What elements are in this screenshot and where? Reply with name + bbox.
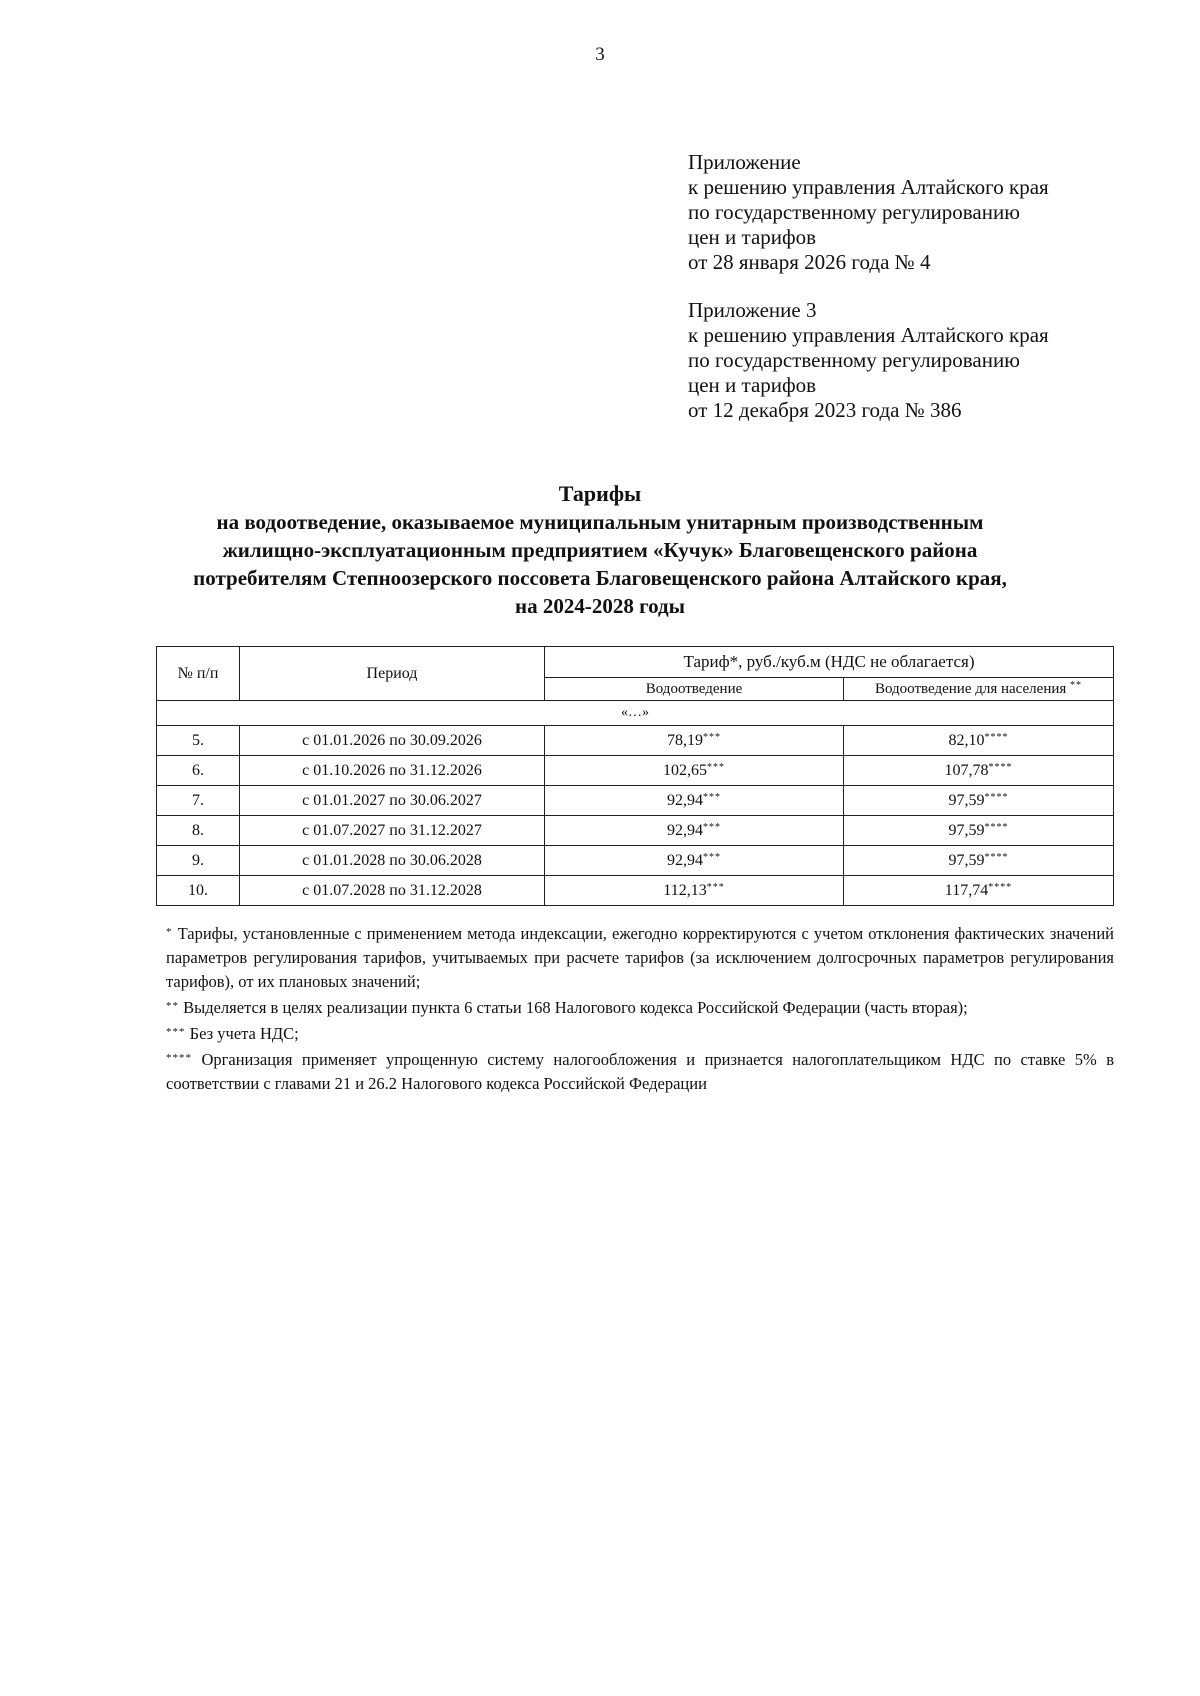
table-row — [157, 726, 1114, 756]
appendix-current — [688, 150, 1049, 275]
footnote-text: Выделяется в целях реализации пункта 6 статьи 168 Налогового кодекса Российской Федерации (часть вторая); — [183, 998, 968, 1017]
appendix-line: по государственному регулированию — [688, 348, 1020, 372]
ellipsis-row: «…» — [157, 701, 1114, 726]
row-period: с 01.07.2027 по 31.12.2027 — [240, 816, 545, 846]
row-drainage-tariff — [545, 846, 844, 876]
row-drainage-tariff — [545, 816, 844, 846]
title-line: на 2024-2028 годы — [514, 594, 686, 618]
tariff-value: 82,10 — [948, 731, 985, 749]
document-title — [100, 480, 1100, 620]
row-population-tariff — [844, 816, 1114, 846]
footnotes — [166, 920, 1114, 1096]
footnote-mark: **** — [166, 1052, 192, 1064]
appendix-line: к решению управления Алтайского края — [688, 323, 1049, 347]
tariff-table — [156, 646, 1114, 906]
footnote-mark: ** — [1070, 680, 1083, 691]
footnote-mark: *** — [706, 881, 725, 893]
row-drainage-tariff — [545, 756, 844, 786]
footnote-text: Организация применяет упрощенную систему налогообложения и признается налогоплательщиком НДС по ставке 5% в соответствии с главами 21 и 26.2 Налогового кодекса Российской Федерации — [166, 1050, 1114, 1093]
tariff-value: 92,94 — [667, 791, 703, 809]
tariff-value: 97,59 — [948, 791, 985, 809]
row-population-tariff — [844, 786, 1114, 816]
footnote-text: Без учета НДС; — [189, 1024, 299, 1043]
footnote-mark: **** — [988, 761, 1013, 773]
table-row — [157, 816, 1114, 846]
row-num: 7. — [157, 786, 240, 816]
row-num: 8. — [157, 816, 240, 846]
header-drainage-population — [844, 678, 1114, 701]
row-drainage-tariff — [545, 786, 844, 816]
tariff-value: 97,59 — [948, 821, 985, 839]
appendix-line: к решению управления Алтайского края — [688, 175, 1049, 199]
row-population-tariff — [844, 876, 1114, 906]
row-period: с 01.01.2026 по 30.09.2026 — [240, 726, 545, 756]
footnote — [166, 1046, 1114, 1096]
row-drainage-tariff — [545, 726, 844, 756]
appendix-line: Приложение 3 — [688, 298, 817, 322]
tariff-value: 92,94 — [667, 821, 703, 839]
title-main: Тарифы — [558, 481, 642, 506]
header-period: Период — [240, 647, 545, 701]
appendix-line: от 28 января 2026 года № 4 — [688, 250, 931, 274]
footnote-mark: *** — [703, 851, 721, 863]
row-num: 10. — [157, 876, 240, 906]
table-row — [157, 786, 1114, 816]
tariff-value: 97,59 — [948, 851, 985, 869]
row-period: с 01.10.2026 по 31.12.2026 — [240, 756, 545, 786]
row-population-tariff — [844, 846, 1114, 876]
header-num: № п/п — [157, 647, 240, 701]
tariff-value: 78,19 — [667, 731, 703, 749]
appendix-original — [688, 298, 1049, 423]
title-line: на водоотведение, оказываемое муниципальным унитарным производственным — [216, 510, 984, 534]
appendix-line: Приложение — [688, 150, 801, 174]
footnote-mark: *** — [166, 1026, 186, 1038]
row-period: с 01.01.2027 по 30.06.2027 — [240, 786, 545, 816]
row-period: с 01.07.2028 по 31.12.2028 — [240, 876, 545, 906]
footnote — [166, 920, 1114, 994]
row-population-tariff — [844, 756, 1114, 786]
header-drainage: Водоотведение — [545, 678, 844, 701]
table-row — [157, 756, 1114, 786]
row-period: с 01.01.2028 по 30.06.2028 — [240, 846, 545, 876]
tariff-value: 102,65 — [663, 761, 707, 779]
footnote-mark: **** — [984, 731, 1009, 743]
footnote-mark: *** — [703, 731, 721, 743]
footnote — [166, 1020, 1114, 1046]
appendix-line: цен и тарифов — [688, 373, 817, 397]
appendix-line: от 12 декабря 2023 года № 386 — [688, 398, 962, 422]
page-number: 3 — [595, 44, 605, 65]
footnote-mark: **** — [984, 821, 1009, 833]
row-population-tariff — [844, 726, 1114, 756]
row-num: 6. — [157, 756, 240, 786]
table-row — [157, 846, 1114, 876]
appendix-line: по государственному регулированию — [688, 200, 1020, 224]
appendix-line: цен и тарифов — [688, 225, 817, 249]
tariff-value: 112,13 — [663, 881, 707, 899]
footnote-mark: **** — [984, 851, 1009, 863]
footnote-mark: **** — [988, 881, 1013, 893]
footnote-mark: ** — [166, 1000, 179, 1012]
row-drainage-tariff — [545, 876, 844, 906]
footnote-text: Тарифы, установленные с применением метода индексации, ежегодно корректируются с учетом отклонения фактических значений параметров регулирования тарифов, учитываемых при расчете тарифов (за исключением долгосрочных параметров регулирования тарифов), от их плановых значений; — [166, 924, 1115, 991]
row-num: 9. — [157, 846, 240, 876]
header-drainage-population-label: Водоотведение для населения — [874, 681, 1067, 697]
title-line: жилищно-эксплуатационным предприятием «Кучук» Благовещенского района — [222, 538, 978, 562]
tariff-value: 107,78 — [944, 761, 989, 779]
tariff-value: 117,74 — [944, 881, 989, 899]
footnote-mark: **** — [984, 791, 1009, 803]
header-tariff: Тариф*, руб./куб.м (НДС не облагается) — [545, 647, 1114, 678]
footnote — [166, 994, 1114, 1020]
tariff-value: 92,94 — [667, 851, 703, 869]
row-num: 5. — [157, 726, 240, 756]
footnote-mark: *** — [707, 761, 725, 773]
table-row — [157, 876, 1114, 906]
title-line: потребителям Степноозерского поссовета Благовещенского района Алтайского края, — [193, 566, 1007, 590]
footnote-mark: *** — [703, 821, 721, 833]
footnote-mark: *** — [703, 791, 721, 803]
footnote-mark: * — [166, 926, 173, 938]
